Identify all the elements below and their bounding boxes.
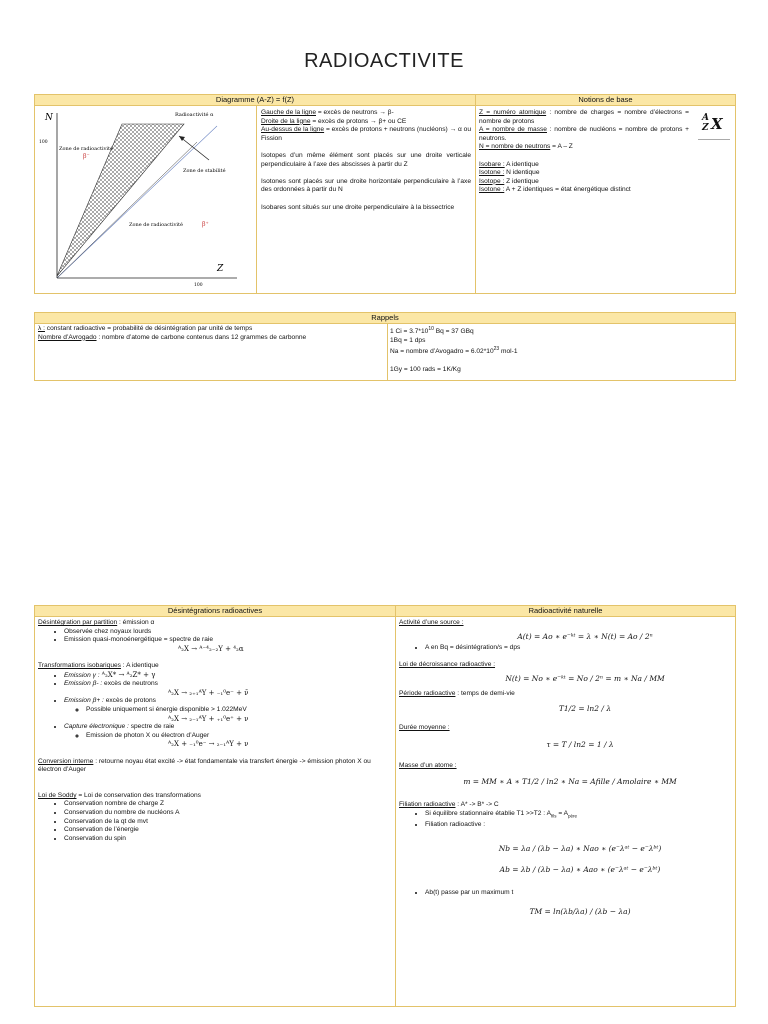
nb-eq: Nb = λa / (λb − λa) ∗ Nao ∗ (e⁻λᵃᵗ − e⁻λᵇᵗ) bbox=[498, 844, 662, 854]
capture-eq: ᴬ₂X + ₋₁⁰e⁻ → ₂₋₁ᴬY + ν bbox=[168, 740, 249, 749]
desintegrations-text bbox=[38, 619, 390, 843]
note-isobares: Isobares sont situés sur une droite perpendiculaire à la bissectrice bbox=[261, 203, 455, 211]
nz-diagram bbox=[37, 108, 253, 291]
desintegrations-section bbox=[34, 605, 736, 1007]
y-tick: 100 bbox=[39, 140, 48, 145]
rappels-left bbox=[38, 325, 383, 342]
label-beta-minus: β⁻ bbox=[83, 153, 90, 160]
rappel-lambda: λ : constant radioactive = probabilité de désintégration par unité de temps bbox=[38, 325, 253, 332]
tm-eq: TM = ln(λb/λa) / (λb − λa) bbox=[529, 906, 631, 916]
label-zone-stable: Zone de stabilité bbox=[183, 168, 226, 174]
beta-plus-eq: ᴬ₂X → ₂₋₁ᴬY + ₊₁⁰e⁺ + ν bbox=[168, 714, 249, 723]
rappels-header: Rappels bbox=[35, 313, 735, 324]
mass-eq: m = MM ∗ A ∗ T1/2 / ln2 ∗ Na = Afille / Amolaire ∗ MM bbox=[463, 777, 677, 787]
label-beta-plus: β⁺ bbox=[202, 221, 209, 228]
soddy-title: Loi de Soddy = Loi de conservation des transformations bbox=[38, 791, 201, 799]
label-zone-beta-minus: Zone de radioactivité bbox=[59, 146, 113, 152]
period-title: Période radioactive : temps de demi-vie bbox=[399, 690, 515, 698]
beta-plus-sub: ◦ Possible uniquement si énergie disponible > 1.022MeV bbox=[86, 706, 390, 715]
beta-plus-item: • Emission β+ : excès de protons ◦ Possible uniquement si énergie disponible > 1.022MeV bbox=[64, 697, 390, 714]
def-isomer: Isotone : A + Z identiques = état énergétique distinct bbox=[479, 186, 631, 194]
soddy-item: • Conservation nombre de charge Z bbox=[64, 800, 390, 809]
capture-item: • Capture électronique : spectre de raie ◦ Emission de photon X ou électron d’Auger bbox=[64, 723, 390, 740]
partition-item: • Observée chez noyaux lourds bbox=[64, 628, 390, 637]
mean-eq: τ = T / ln2 = 1 / λ bbox=[546, 739, 614, 749]
section1-header bbox=[35, 95, 735, 106]
beta-minus-item: • Emission β- : excès de neutrons bbox=[64, 680, 390, 689]
beta-minus-eq: ᴬ₂X → ₂₊₁ᴬY + ₋₁⁰e⁻ + ν̄ bbox=[168, 688, 249, 697]
stable-arrow bbox=[179, 136, 209, 160]
note-isotones: Isotones sont placés sur une droite horizontale perpendiculaire à l’axe des ordonnées à partir du N bbox=[261, 177, 471, 194]
rappel-becquerel: 1Bq = 1 dps bbox=[390, 336, 426, 344]
diagram-notes bbox=[261, 109, 471, 212]
def-isotope: Isotope : Z identique bbox=[479, 177, 539, 185]
header-naturelle: Radioactivité naturelle bbox=[528, 606, 603, 615]
notions-text bbox=[479, 109, 689, 195]
label-zone-beta-plus: Zone de radioactivité bbox=[129, 222, 183, 228]
ab-eq: Ab = λb / (λb − λa) ∗ Aao ∗ (e⁻λᵃᵗ − e⁻λᵇᵗ) bbox=[499, 865, 661, 875]
rappels-right bbox=[390, 325, 730, 374]
mass-title: Masse d’un atome : bbox=[399, 761, 457, 769]
partition-eq: ᴬ₂X → ᴬ⁻⁴₂₋₂Y + ⁴₂α bbox=[178, 644, 244, 653]
nuclide-symbol: A Z X bbox=[698, 113, 730, 140]
header-desintegrations: Désintégrations radioactives bbox=[167, 606, 263, 615]
naturelle-text bbox=[399, 619, 731, 917]
activity-item: • A en Bq = désintégration/s = dps bbox=[425, 644, 731, 653]
partition-item: • Emission quasi-monoénergétique = spectre de raie bbox=[64, 636, 390, 645]
notion-a: A = nombre de masse : nombre de nucléons = nombre de protons + neutrons. bbox=[479, 126, 689, 142]
rappel-na: Na = nombre d’Avogadro = $6.02*10^{23}$ mol-1 bbox=[390, 346, 518, 356]
def-isotone: Isotone : N identique bbox=[479, 169, 540, 177]
period-eq: T1/2 = ln2 / λ bbox=[558, 703, 612, 713]
diagram-section bbox=[34, 94, 736, 294]
filiation-item: • Si équilibre stationnaire établie T1 >>T2 : $A_{fils} = A_{père}$ bbox=[425, 810, 731, 821]
y-axis-label: N bbox=[45, 113, 53, 123]
x-axis-label: Z bbox=[217, 264, 224, 274]
header-notions: Notions de base bbox=[578, 95, 633, 104]
rappel-avogadro: Nombre d’Avrogado : nombre d’atome de carbone contenus dans 12 grammes de carbonne bbox=[38, 333, 307, 341]
gamma-item: • Emission γ : ᴬ₂X* → ᴬ₂Z* + γ bbox=[64, 671, 390, 681]
notion-n: N = nombre de neutrons = A – Z bbox=[479, 143, 573, 151]
soddy-item: • Conservation de la qt de mvt bbox=[64, 818, 390, 827]
soddy-item: • Conservation du nombre de nucléons A bbox=[64, 809, 390, 818]
note-isotopes: Isotopes d’un même élément sont placés sur une droite verticale perpendiculaire à l’axe des abscisses à partir du Z bbox=[261, 151, 471, 168]
note-left: Gauche de la ligne = excès de neutrons → β- bbox=[261, 109, 394, 116]
partition-title: Désintégration par partition : émission α bbox=[38, 619, 155, 626]
def-isobare: Isobare : A identique bbox=[479, 160, 539, 168]
mean-title: Durée moyenne : bbox=[399, 723, 450, 731]
soddy-item: • Conservation de l’énergie bbox=[64, 826, 390, 835]
filiation-title: Filiation radioactive : A* -> B* -> C bbox=[399, 801, 499, 809]
header-diagram: Diagramme (A-Z) = f(Z) bbox=[215, 95, 295, 104]
soddy-item: • Conservation du spin bbox=[64, 835, 390, 844]
activity-title: Activité d’une source : bbox=[399, 619, 464, 626]
rappel-curie: 1 $Ci = 3.7*10^{10}$ Bq = 37 GBq bbox=[390, 326, 474, 336]
section3-header bbox=[35, 606, 735, 617]
conversion-interne: Conversion interne : retourne noyau état excité -> état fondamentale via transfert énergie -> émission photon X ou électron d’Auger bbox=[38, 757, 371, 774]
rappel-gray: 1Gy = 100 rads = 1K/Kg bbox=[390, 365, 461, 373]
nz-diagram-svg bbox=[37, 108, 253, 291]
max-item: • Ab(t) passe par un maximum t bbox=[425, 889, 731, 898]
rappels-section bbox=[34, 312, 736, 381]
note-right: Droite de la ligne = excès de protons → β+ ou CE bbox=[261, 117, 407, 125]
capture-sub: ◦ Emission de photon X ou électron d’Auger bbox=[86, 732, 390, 741]
isobaric-title: Transformations isobariques : A identique bbox=[38, 661, 159, 669]
label-alpha: Radioactivité α bbox=[175, 112, 214, 118]
decay-title: Loi de décroissance radioactive : bbox=[399, 660, 496, 668]
decay-eq: N(t) = No ∗ e⁻ᵏᵗ = No / 2ⁿ = m ∗ Na / MM bbox=[505, 674, 665, 684]
filiation-item: • Filiation radioactive : bbox=[425, 821, 731, 830]
note-above: Au-dessus de la ligne = excès de protons + neutrons (nucléons) → α ou Fission bbox=[261, 126, 471, 142]
activity-eq: A(t) = Ao ∗ e⁻ᵏᵗ = λ ∗ N(t) = Ao / 2ⁿ bbox=[517, 631, 653, 641]
notion-z: Z = numéro atomique : nombre de charges = nombre d’électrons = nombre de protons bbox=[479, 109, 689, 125]
page-title: RADIOACTIVITE bbox=[304, 50, 464, 72]
x-tick: 100 bbox=[194, 283, 203, 288]
